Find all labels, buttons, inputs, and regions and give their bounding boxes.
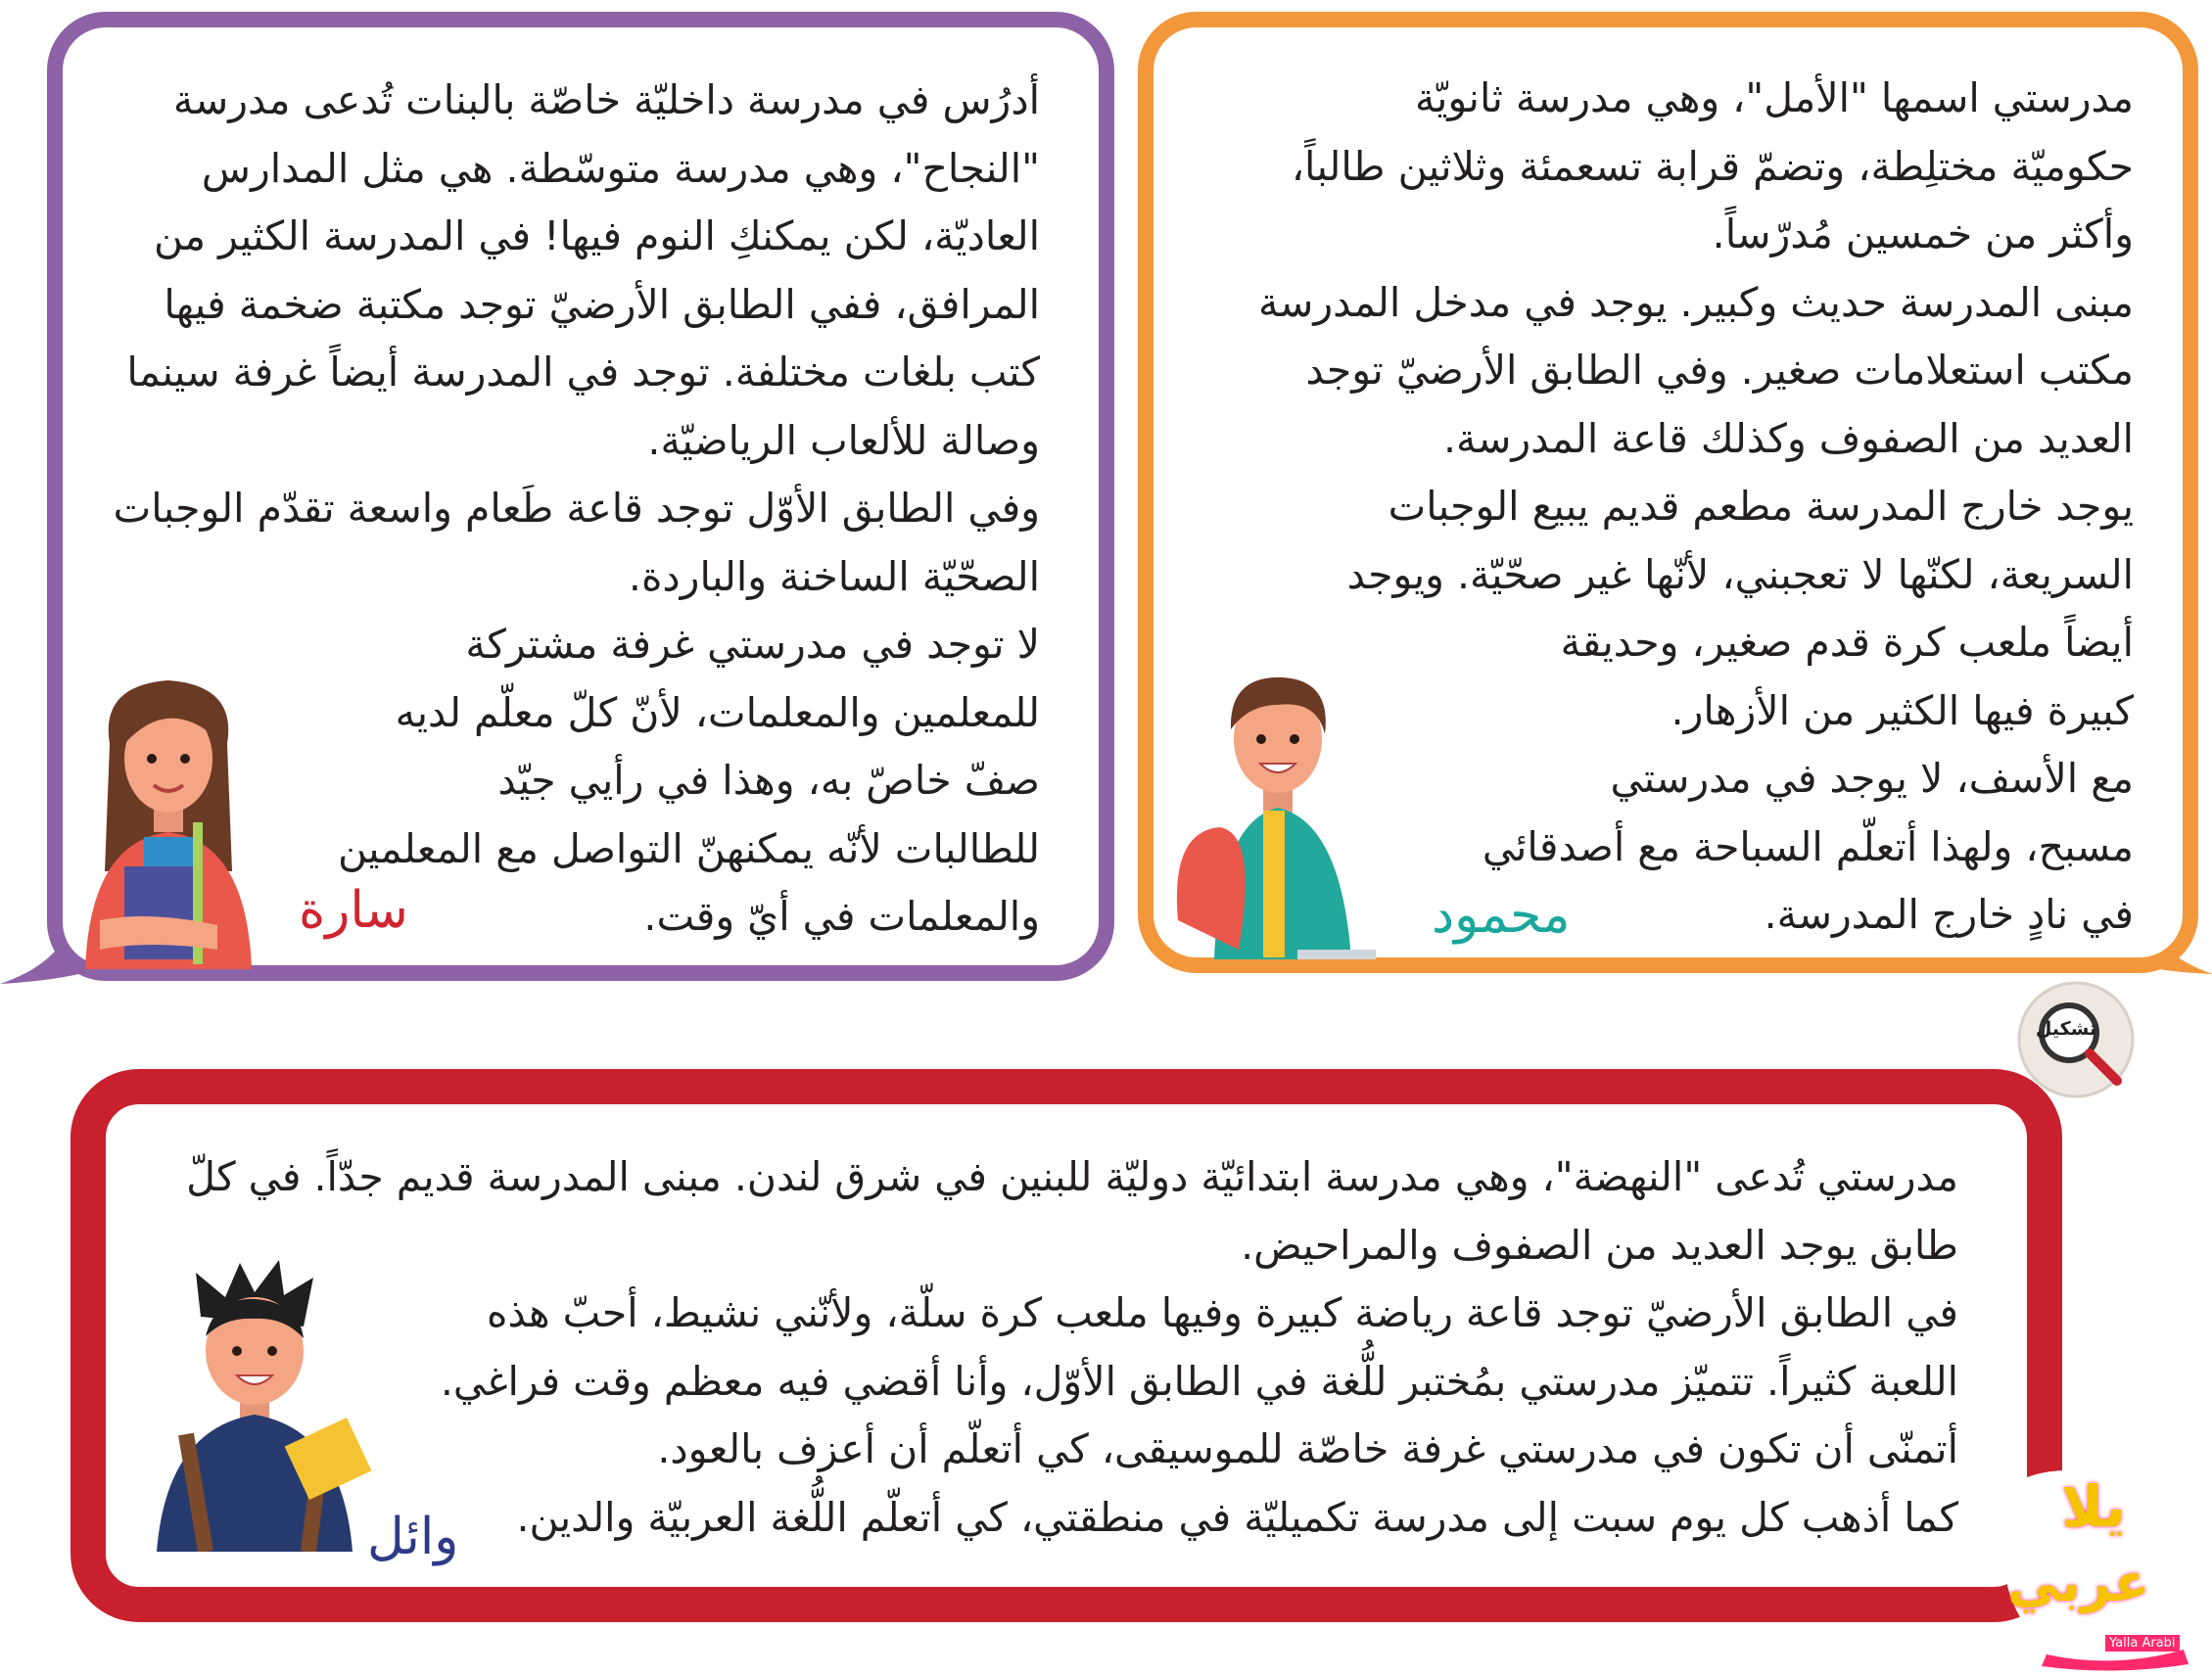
wael-line: اللعبة كثيراً. تتميّز مدرستي بمُختبر للُّغة في الطابق الأوّل، وأنا أقضي فيه معظم وقت فراغي. <box>440 1357 1958 1405</box>
sara-line: أدرُس في مدرسة داخليّة خاصّة بالبنات تُدعى مدرسة <box>172 76 1040 123</box>
sara-line: العاديّة، لكن يمكنكِ النوم فيها! في المدرسة الكثير من <box>153 212 1040 259</box>
sara-line: صفّ خاصّ به، وهذا في رأيي جيّد <box>497 757 1040 804</box>
wael-line: في الطابق الأرضيّ توجد قاعة رياضة كبيرة وفيها ملعب كرة سلّة، ولأنّني نشيط، أحبّ هذه <box>486 1289 1958 1336</box>
sara-line: والمعلمات في أيّ وقت. <box>643 893 1040 940</box>
mahmoud-line: مكتب استعلامات صغير. وفي الطابق الأرضيّ توجد <box>1305 347 2134 394</box>
wael-line: كما أذهب كل يوم سبت إلى مدرسة تكميليّة في منطقتي، كي أتعلّم اللُّغة العربيّة والدين. <box>516 1493 1958 1541</box>
sara-line: المرافق، ففي الطابق الأرضيّ توجد مكتبة ضخمة فيها <box>164 280 1040 328</box>
badge-label: تشكيل <box>2035 1018 2097 1040</box>
sara-line: وفي الطابق الأوّل توجد قاعة طَعام واسعة تقدّم الوجبات <box>113 485 1040 532</box>
sara-line: كتب بلغات مختلفة. توجد في المدرسة أيضاً غرفة سينما <box>126 349 1040 396</box>
mahmoud-line: مع الأسف، لا يوجد في مدرستي <box>1610 755 2134 802</box>
logo-top-text: يلا <box>2061 1473 2126 1540</box>
sara-line: الصحّيّة الساخنة والباردة. <box>628 552 1040 600</box>
mahmoud-line: مدرستي اسمها "الأمل"، وهي مدرسة ثانويّة <box>1414 74 2134 121</box>
sara-line: للمعلمين والمعلمات، لأنّ كلّ معلّم لديه <box>395 688 1040 736</box>
logo-latin-text: Yalla Arabi <box>2105 1635 2180 1652</box>
wael-line: مدرستي تُدعى "النهضة"، وهي مدرسة ابتدائيّة دوليّة للبنين في شرق لندن. مبنى المدرسة قديم جدّاً. في كلّ <box>186 1153 1958 1200</box>
wael-line: طابق يوجد العديد من الصفوف والمراحيض. <box>1241 1221 1958 1269</box>
sara-girl-illustration <box>71 675 266 969</box>
mahmoud-line: كبيرة فيها الكثير من الأزهار. <box>1671 686 2134 734</box>
wael-boy-illustration <box>147 1258 382 1552</box>
mahmoud-line: العديد من الصفوف وكذلك قاعة المدرسة. <box>1442 414 2134 462</box>
sara-line: للطالبات لأنّه يمكنهنّ التواصل مع المعلمين <box>337 824 1040 872</box>
wael-name: وائل <box>367 1508 459 1566</box>
sara-line: "النجاح"، وهي مدرسة متوسّطة. هي مثل المدارس <box>201 144 1040 192</box>
mahmoud-name: محمود <box>1432 886 1571 945</box>
mahmoud-line: أيضاً ملعب كرة قدم صغير، وحديقة <box>1560 619 2134 666</box>
logo-bottom-text: عربي <box>2007 1552 2150 1613</box>
sara-name: سارة <box>299 881 408 940</box>
mahmoud-line: يوجد خارج المدرسة مطعم قديم يبيع الوجبات <box>1388 483 2134 530</box>
wael-line: أتمنّى أن تكون في مدرستي غرفة خاصّة للموسيقى، كي أتعلّم أن أعزف بالعود. <box>657 1425 1958 1472</box>
mahmoud-boy-illustration <box>1170 656 1386 959</box>
mahmoud-line: مسبح، ولهذا أتعلّم السباحة مع أصدقائي <box>1482 822 2134 870</box>
sara-line: وصالة للألعاب الرياضيّة. <box>647 416 1040 464</box>
mahmoud-line: السريعة، لكنّها لا تعجبني، لأنّها غير صحّيّة. ويوجد <box>1346 550 2134 598</box>
sara-line: لا توجد في مدرستي غرفة مشتركة <box>465 621 1040 668</box>
wael-text <box>147 1143 1958 1552</box>
mahmoud-line: مبنى المدرسة حديث وكبير. يوجد في مدخل المدرسة <box>1258 278 2134 326</box>
mahmoud-line: في نادٍ خارج المدرسة. <box>1764 891 2134 938</box>
mahmoud-line: حكوميّة مختلِطة، وتضمّ قرابة تسعمئة وثلاثين طالباً، <box>1291 142 2134 190</box>
mahmoud-line: وأكثر من خمسين مُدرّساً. <box>1712 210 2134 257</box>
